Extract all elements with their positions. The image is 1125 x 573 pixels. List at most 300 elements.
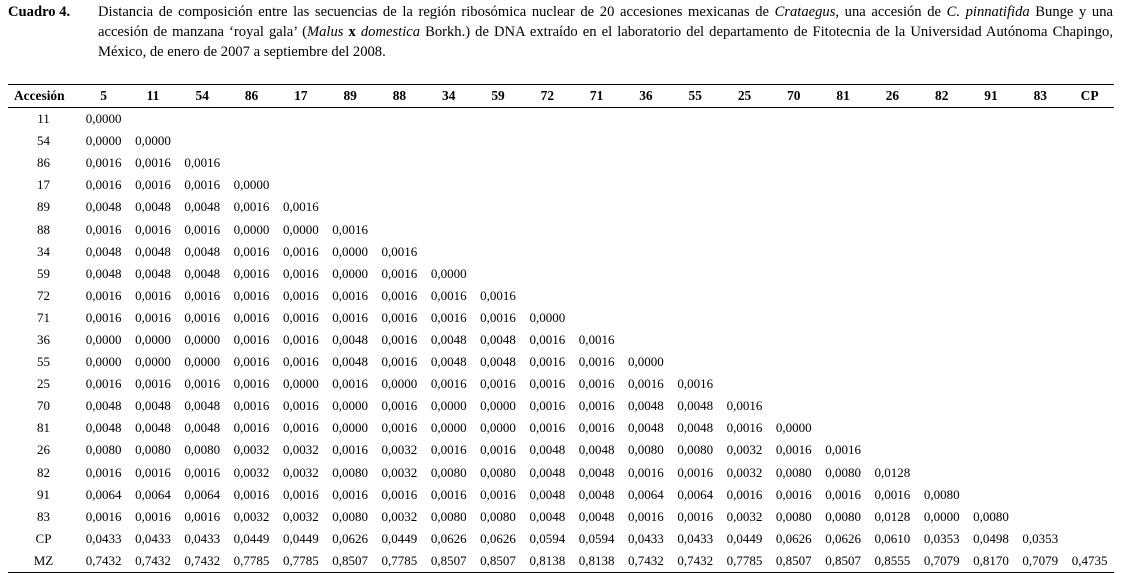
- empty-cell: [1016, 462, 1065, 484]
- empty-cell: [523, 130, 572, 152]
- table-cell: 0,0016: [381, 398, 418, 414]
- table-cell: 0,0048: [578, 486, 615, 502]
- empty-cell: [966, 285, 1015, 307]
- empty-cell: [621, 263, 670, 285]
- table-cell: 0,0016: [282, 420, 319, 436]
- empty-cell: [818, 263, 867, 285]
- column-header: 70: [769, 85, 818, 108]
- empty-cell: [769, 174, 818, 196]
- empty-cell: [1016, 351, 1065, 373]
- empty-cell: [671, 307, 720, 329]
- empty-cell: [621, 174, 670, 196]
- table-cell: 0,0016: [726, 420, 763, 436]
- table-row: [8, 506, 1114, 528]
- table-cell: 0,0048: [85, 243, 122, 259]
- row-label: 59: [37, 265, 50, 281]
- table-cell: 0,0626: [430, 530, 467, 546]
- empty-cell: [868, 395, 917, 417]
- table-cell: 0,0016: [430, 376, 467, 392]
- table-cell: 0,0032: [726, 464, 763, 480]
- table-cell: 0,0016: [85, 221, 122, 237]
- table-cell: 0,0016: [529, 398, 566, 414]
- table-row: [8, 130, 1114, 152]
- empty-cell: [818, 152, 867, 174]
- empty-cell: [325, 108, 374, 131]
- table-cell: 0,0449: [381, 530, 418, 546]
- table-cell: 0,0000: [381, 376, 418, 392]
- empty-cell: [1065, 174, 1114, 196]
- empty-cell: [1016, 417, 1065, 439]
- empty-cell: [1016, 152, 1065, 174]
- table-row: [8, 395, 1114, 417]
- row-label: 11: [37, 111, 50, 127]
- table-cell: 0,0000: [184, 354, 221, 370]
- empty-cell: [621, 285, 670, 307]
- empty-cell: [720, 130, 769, 152]
- empty-cell: [621, 152, 670, 174]
- empty-cell: [818, 329, 867, 351]
- caption-text: [98, 2, 1113, 62]
- empty-cell: [572, 174, 621, 196]
- row-label: 17: [37, 177, 50, 193]
- table-cell: 0,0048: [430, 331, 467, 347]
- table-row: [8, 108, 1114, 131]
- table-cell: 0,0353: [923, 530, 960, 546]
- empty-cell: [325, 174, 374, 196]
- table-cell: 0,0016: [775, 486, 812, 502]
- empty-cell: [769, 307, 818, 329]
- table-cell: 0,0016: [184, 155, 221, 171]
- table-cell: 0,0048: [332, 331, 368, 347]
- empty-cell: [276, 108, 325, 131]
- table-cell: 0,0016: [332, 309, 368, 325]
- table-cell: 0,0000: [332, 398, 368, 414]
- empty-cell: [523, 108, 572, 131]
- table-cell: 0,0064: [85, 486, 122, 502]
- empty-cell: [1065, 218, 1114, 240]
- table-cell: 0,0048: [578, 464, 615, 480]
- table-cell: 0,0080: [677, 442, 714, 458]
- table-cell: 0,0016: [430, 309, 467, 325]
- table-cell: 0,0048: [85, 420, 122, 436]
- table-cell: 0,0016: [726, 486, 763, 502]
- table-cell: 0,0626: [332, 530, 368, 546]
- empty-cell: [769, 152, 818, 174]
- empty-cell: [720, 373, 769, 395]
- empty-cell: [720, 285, 769, 307]
- table-cell: 0,0016: [480, 309, 516, 325]
- empty-cell: [572, 196, 621, 218]
- table-cell: 0,0016: [184, 376, 221, 392]
- table-cell: 0,8138: [523, 550, 572, 573]
- empty-cell: [1016, 218, 1065, 240]
- empty-cell: [769, 241, 818, 263]
- empty-cell: [868, 196, 917, 218]
- empty-cell: [671, 285, 720, 307]
- empty-cell: [671, 130, 720, 152]
- table-cell: 0,7785: [720, 550, 769, 573]
- table-cell: 0,8555: [868, 550, 917, 573]
- empty-cell: [917, 196, 966, 218]
- empty-cell: [720, 218, 769, 240]
- table-cell: 0,0016: [233, 331, 270, 347]
- table-cell: 0,0016: [85, 376, 122, 392]
- table-cell: 0,0016: [233, 376, 270, 392]
- table-header-row: [8, 85, 1114, 108]
- column-header: 88: [375, 85, 424, 108]
- distance-matrix-table: [8, 84, 1114, 573]
- table-cell: 0,0433: [85, 530, 122, 546]
- table-row: [8, 329, 1114, 351]
- table-cell: 0,0016: [381, 265, 418, 281]
- column-header: 81: [818, 85, 867, 108]
- corner-header: Accesión: [8, 85, 79, 108]
- empty-cell: [818, 373, 867, 395]
- empty-cell: [473, 241, 522, 263]
- empty-cell: [621, 196, 670, 218]
- empty-cell: [868, 174, 917, 196]
- empty-cell: [671, 152, 720, 174]
- empty-cell: [720, 329, 769, 351]
- empty-cell: [868, 108, 917, 131]
- table-cell: 0,0048: [184, 420, 221, 436]
- empty-cell: [917, 351, 966, 373]
- table-cell: 0,0080: [628, 442, 664, 458]
- empty-cell: [1016, 174, 1065, 196]
- empty-cell: [818, 351, 867, 373]
- table-cell: 0,0433: [184, 530, 221, 546]
- table-cell: 0,0080: [332, 508, 368, 524]
- table-cell: 0,0016: [282, 354, 319, 370]
- table-row: [8, 417, 1114, 439]
- table-cell: 0,0016: [135, 376, 171, 392]
- empty-cell: [917, 373, 966, 395]
- row-label: MZ: [8, 550, 79, 573]
- column-header: 82: [917, 85, 966, 108]
- table-cell: 0,0016: [135, 287, 171, 303]
- empty-cell: [868, 285, 917, 307]
- empty-cell: [917, 130, 966, 152]
- table-cell: 0,0016: [282, 243, 319, 259]
- table-row: [8, 528, 1114, 550]
- table-cell: 0,0000: [775, 420, 812, 436]
- table-cell: 0,0000: [430, 265, 467, 281]
- column-header: 71: [572, 85, 621, 108]
- table-cell: 0,0016: [282, 287, 319, 303]
- empty-cell: [375, 174, 424, 196]
- empty-cell: [818, 130, 867, 152]
- table-cell: 0,0000: [135, 133, 171, 149]
- row-label: 34: [37, 243, 50, 259]
- table-cell: 0,0016: [85, 464, 122, 480]
- table-cell: 0,0016: [135, 221, 171, 237]
- empty-cell: [1016, 506, 1065, 528]
- table-cell: 0,0000: [332, 420, 368, 436]
- table-cell: 0,0000: [184, 331, 221, 347]
- caption-domestica: domestica: [360, 24, 421, 40]
- table-cell: 0,0016: [578, 331, 615, 347]
- column-header: 5: [79, 85, 128, 108]
- table-cell: 0,0000: [85, 133, 122, 149]
- table-cell: 0,0032: [726, 442, 763, 458]
- empty-cell: [572, 241, 621, 263]
- caption-text-part: Distancia de composición entre las secuencias de la región ribosómica nuclear de 20 accesiones mexicanas de: [98, 4, 775, 20]
- empty-cell: [325, 152, 374, 174]
- table-cell: 0,0048: [184, 199, 221, 215]
- empty-cell: [424, 152, 473, 174]
- table-cell: 0,0016: [282, 265, 319, 281]
- table-cell: 0,0000: [233, 177, 270, 193]
- table-cell: 0,0000: [628, 354, 664, 370]
- table-cell: 0,0016: [628, 376, 664, 392]
- column-header: 26: [868, 85, 917, 108]
- empty-cell: [473, 130, 522, 152]
- empty-cell: [1016, 241, 1065, 263]
- row-label: 36: [37, 331, 50, 347]
- empty-cell: [868, 241, 917, 263]
- table-cell: 0,7785: [276, 550, 325, 573]
- caption-hybrid-x: x: [343, 24, 361, 40]
- empty-cell: [769, 351, 818, 373]
- table-row: [8, 550, 1114, 573]
- empty-cell: [621, 108, 670, 131]
- table-cell: 0,0128: [874, 464, 911, 480]
- table-cell: 0,0000: [332, 243, 368, 259]
- table-cell: 0,0433: [677, 530, 714, 546]
- table-cell: 0,0064: [184, 486, 221, 502]
- table-cell: 0,0048: [184, 398, 221, 414]
- empty-cell: [523, 241, 572, 263]
- empty-cell: [424, 108, 473, 131]
- empty-cell: [917, 218, 966, 240]
- table-cell: 0,0048: [135, 199, 171, 215]
- empty-cell: [1016, 395, 1065, 417]
- empty-cell: [818, 307, 867, 329]
- empty-cell: [621, 329, 670, 351]
- table-cell: 0,0048: [135, 243, 171, 259]
- table-cell: 0,7785: [375, 550, 424, 573]
- empty-cell: [473, 108, 522, 131]
- table-cell: 0,0016: [184, 309, 221, 325]
- table-cell: 0,0449: [726, 530, 763, 546]
- table-row: [8, 307, 1114, 329]
- table-cell: 0,0048: [184, 265, 221, 281]
- table-cell: 0,0032: [726, 508, 763, 524]
- column-header: 89: [325, 85, 374, 108]
- column-header: 59: [473, 85, 522, 108]
- empty-cell: [917, 241, 966, 263]
- empty-cell: [769, 263, 818, 285]
- empty-cell: [572, 218, 621, 240]
- empty-cell: [917, 395, 966, 417]
- empty-cell: [1065, 263, 1114, 285]
- table-cell: 0,0626: [480, 530, 516, 546]
- empty-cell: [720, 196, 769, 218]
- table-cell: 0,0016: [233, 354, 270, 370]
- row-label: 25: [37, 376, 50, 392]
- table-row: [8, 484, 1114, 506]
- row-label: 83: [37, 508, 50, 524]
- caption-malus: Malus: [306, 24, 344, 40]
- table-cell: 0,7079: [1016, 550, 1065, 573]
- table-cell: 0,0016: [677, 508, 714, 524]
- empty-cell: [523, 174, 572, 196]
- empty-cell: [1016, 285, 1065, 307]
- empty-cell: [424, 218, 473, 240]
- table-cell: 0,0000: [480, 398, 516, 414]
- empty-cell: [1016, 439, 1065, 461]
- empty-cell: [720, 351, 769, 373]
- empty-cell: [1065, 528, 1114, 550]
- empty-cell: [227, 152, 276, 174]
- empty-cell: [917, 307, 966, 329]
- table-cell: 0,0016: [381, 331, 418, 347]
- empty-cell: [1065, 373, 1114, 395]
- table-cell: 0,0016: [529, 376, 566, 392]
- table-cell: 0,0048: [135, 398, 171, 414]
- empty-cell: [671, 351, 720, 373]
- column-header: 34: [424, 85, 473, 108]
- empty-cell: [1016, 484, 1065, 506]
- table-cell: 0,8170: [966, 550, 1015, 573]
- table-cell: 0,7432: [178, 550, 227, 573]
- table-cell: 0,0353: [1022, 530, 1059, 546]
- table-cell: 0,0016: [480, 287, 516, 303]
- table-cell: 0,0048: [677, 420, 714, 436]
- empty-cell: [720, 241, 769, 263]
- table-row: [8, 218, 1114, 240]
- empty-cell: [818, 108, 867, 131]
- table-cell: 0,8138: [572, 550, 621, 573]
- empty-cell: [1065, 439, 1114, 461]
- table-cell: 0,0016: [381, 309, 418, 325]
- table-cell: 0,0032: [233, 442, 270, 458]
- empty-cell: [868, 329, 917, 351]
- table-cell: 0,0032: [282, 442, 319, 458]
- table-cell: 0,0016: [233, 398, 270, 414]
- table-cell: 0,0016: [184, 464, 221, 480]
- row-label: 26: [37, 442, 50, 458]
- table-cell: 0,0000: [135, 331, 171, 347]
- empty-cell: [1065, 506, 1114, 528]
- column-header: CP: [1065, 85, 1114, 108]
- table-cell: 0,0032: [282, 464, 319, 480]
- table-cell: 0,0016: [480, 376, 516, 392]
- table-cell: 0,0016: [233, 199, 270, 215]
- table-cell: 0,0016: [381, 420, 418, 436]
- table-cell: 0,0016: [381, 243, 418, 259]
- row-label: 86: [37, 155, 50, 171]
- table-cell: 0,0016: [135, 309, 171, 325]
- empty-cell: [769, 395, 818, 417]
- empty-cell: [1065, 307, 1114, 329]
- table-cell: 0,0080: [480, 508, 516, 524]
- row-label: 71: [37, 309, 50, 325]
- table-cell: 0,0016: [332, 442, 368, 458]
- table-cell: 0,0016: [85, 287, 122, 303]
- empty-cell: [227, 108, 276, 131]
- empty-cell: [769, 373, 818, 395]
- table-cell: 0,0048: [628, 398, 664, 414]
- row-label: 54: [37, 133, 50, 149]
- empty-cell: [917, 152, 966, 174]
- table-cell: 0,8507: [325, 550, 374, 573]
- caption-genus: Crataegus: [774, 4, 836, 20]
- empty-cell: [1065, 417, 1114, 439]
- table-cell: 0,0048: [529, 442, 566, 458]
- table-cell: 0,0594: [578, 530, 615, 546]
- empty-cell: [769, 285, 818, 307]
- empty-cell: [917, 462, 966, 484]
- empty-cell: [1016, 263, 1065, 285]
- empty-cell: [424, 174, 473, 196]
- column-header: 54: [178, 85, 227, 108]
- table-cell: 0,0016: [85, 155, 122, 171]
- empty-cell: [572, 307, 621, 329]
- table-cell: 0,0000: [233, 221, 270, 237]
- empty-cell: [1065, 462, 1114, 484]
- empty-cell: [128, 108, 177, 131]
- table-cell: 0,0016: [282, 331, 319, 347]
- empty-cell: [966, 152, 1015, 174]
- empty-cell: [523, 218, 572, 240]
- empty-cell: [178, 130, 227, 152]
- table-cell: 0,0016: [332, 376, 368, 392]
- table-cell: 0,0016: [85, 309, 122, 325]
- table-cell: 0,0016: [381, 354, 418, 370]
- table-cell: 0,0433: [628, 530, 664, 546]
- table-cell: 0,0016: [775, 442, 812, 458]
- table-cell: 0,0016: [135, 464, 171, 480]
- empty-cell: [621, 218, 670, 240]
- empty-cell: [720, 307, 769, 329]
- table-cell: 0,0016: [332, 221, 368, 237]
- empty-cell: [917, 108, 966, 131]
- table-cell: 0,0064: [677, 486, 714, 502]
- table-cell: 0,0048: [430, 354, 467, 370]
- empty-cell: [572, 263, 621, 285]
- empty-cell: [424, 130, 473, 152]
- table-cell: 0,0016: [726, 398, 763, 414]
- table-cell: 0,0016: [233, 420, 270, 436]
- empty-cell: [572, 152, 621, 174]
- empty-cell: [818, 196, 867, 218]
- table-cell: 0,0080: [923, 486, 960, 502]
- table-cell: 0,0449: [233, 530, 270, 546]
- empty-cell: [1065, 484, 1114, 506]
- caption-text-part: Bunge y una accesión de manzana ‘royal gala’ (: [98, 4, 1113, 40]
- table-cell: 0,0016: [578, 420, 615, 436]
- empty-cell: [818, 218, 867, 240]
- table-cell: 0,0016: [628, 464, 664, 480]
- table-row: [8, 241, 1114, 263]
- empty-cell: [375, 130, 424, 152]
- table-cell: 0,0048: [578, 508, 615, 524]
- table-cell: 0,0048: [677, 398, 714, 414]
- empty-cell: [325, 196, 374, 218]
- empty-cell: [868, 263, 917, 285]
- table-row: [8, 263, 1114, 285]
- empty-cell: [917, 263, 966, 285]
- table-cell: 0,0000: [135, 354, 171, 370]
- table-cell: 0,0048: [480, 331, 516, 347]
- empty-cell: [769, 196, 818, 218]
- empty-cell: [276, 152, 325, 174]
- table-row: [8, 152, 1114, 174]
- table-cell: 0,0016: [282, 486, 319, 502]
- table-cell: 0,7432: [671, 550, 720, 573]
- empty-cell: [1065, 395, 1114, 417]
